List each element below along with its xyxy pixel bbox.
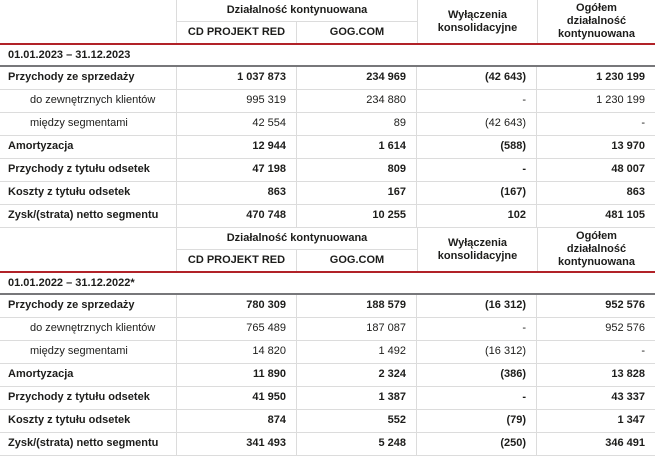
cell-cdprojektred: 780 309 [177,295,297,317]
table-row [0,182,655,205]
cell-gogcom: 89 [297,113,417,135]
table-row [0,318,655,341]
cell-total: 13 828 [611,368,645,380]
cell-total: 863 [626,186,645,198]
row-label: Przychody ze sprzedaży [0,67,177,89]
cell-eliminations: (167) [417,182,537,204]
header-group-continuing-operations: Działalność kontynuowana [177,228,417,250]
header-empty-cell [0,0,177,43]
cell-total: 1 230 199 [596,94,645,106]
row-label: Przychody ze sprzedaży [0,295,177,317]
cell-gogcom: 5 248 [297,433,417,455]
cell-gogcom: 2 324 [297,364,417,386]
cell-cdprojektred: 341 493 [177,433,297,455]
header-segment-cdprojektred: CD PROJEKT RED [177,22,297,43]
cell-eliminations: (250) [417,433,537,455]
row-label: Przychody z tytułu odsetek [0,159,177,181]
cell-total: 43 337 [611,391,645,403]
row-label: do zewnętrznych klientów [0,318,177,340]
table-row [0,341,655,364]
table-row [0,67,655,90]
cell-cdprojektred: 874 [177,410,297,432]
period-header-2022: 01.01.2022 – 31.12.2022* [0,273,655,295]
table-row [0,364,655,387]
cell-gogcom: 187 087 [297,318,417,340]
cell-gogcom: 188 579 [297,295,417,317]
cell-gogcom: 1 614 [297,136,417,158]
row-label: Amortyzacja [0,136,177,158]
cell-gogcom: 552 [297,410,417,432]
cell-gogcom: 167 [297,182,417,204]
cell-total: 481 105 [605,209,645,221]
cell-cdprojektred: 11 890 [177,364,297,386]
cell-eliminations: (42 643) [417,67,537,89]
table-row [0,136,655,159]
cell-eliminations: (42 643) [417,113,537,135]
cell-eliminations: 102 [417,205,537,227]
row-label: Amortyzacja [0,364,177,386]
table-row [0,113,655,136]
cell-gogcom: 809 [297,159,417,181]
cell-cdprojektred: 1 037 873 [177,67,297,89]
table-row [0,90,655,113]
cell-eliminations: (16 312) [417,295,537,317]
header-segment-gogcom: GOG.COM [329,254,385,266]
header-consolidation-eliminations: Wyłączenia konsolidacyjne [417,0,537,43]
cell-total: 48 007 [611,163,645,175]
cell-cdprojektred: 863 [177,182,297,204]
row-label: Zysk/(strata) netto segmentu [0,205,177,227]
cell-eliminations: - [417,159,537,181]
cell-eliminations: - [417,387,537,409]
header-total-continuing-operations: Ogółem działalność kontynuowana [537,228,655,271]
cell-eliminations: (588) [417,136,537,158]
segment-table-section-2022 [0,228,655,456]
cell-eliminations: - [417,90,537,112]
header-consolidation-eliminations: Wyłączenia konsolidacyjne [417,228,537,271]
column-header-block [0,0,655,43]
cell-gogcom: 1 492 [297,341,417,363]
table-row [0,205,655,228]
cell-cdprojektred: 765 489 [177,318,297,340]
header-total-continuing-operations: Ogółem działalność kontynuowana [537,0,655,43]
cell-total: 346 491 [605,437,645,449]
cell-cdprojektred: 41 950 [177,387,297,409]
cell-total: 952 576 [605,299,645,311]
cell-total: - [641,117,645,129]
header-empty-cell [0,228,177,271]
cell-eliminations: - [417,318,537,340]
column-header-block [0,228,655,271]
cell-total: 1 230 199 [596,71,645,83]
header-segment-gogcom: GOG.COM [329,26,385,38]
row-label: Przychody z tytułu odsetek [0,387,177,409]
header-segment-cdprojektred: CD PROJEKT RED [177,250,297,271]
table-row [0,410,655,433]
cell-total: 13 970 [611,140,645,152]
row-label: Koszty z tytułu odsetek [0,410,177,432]
cell-eliminations: (79) [417,410,537,432]
cell-gogcom: 1 387 [297,387,417,409]
row-label: do zewnętrznych klientów [0,90,177,112]
cell-gogcom: 234 880 [297,90,417,112]
row-label: Koszty z tytułu odsetek [0,182,177,204]
period-header-2023: 01.01.2023 – 31.12.2023 [0,45,655,67]
cell-total: - [641,345,645,357]
table-row [0,159,655,182]
row-label: między segmentami [0,341,177,363]
cell-cdprojektred: 12 944 [177,136,297,158]
table-row [0,295,655,318]
table-row [0,433,655,456]
cell-eliminations: (386) [417,364,537,386]
header-group-continuing-operations: Działalność kontynuowana [177,0,417,22]
cell-total: 1 347 [617,414,645,426]
cell-cdprojektred: 14 820 [177,341,297,363]
cell-cdprojektred: 47 198 [177,159,297,181]
row-label: między segmentami [0,113,177,135]
cell-cdprojektred: 470 748 [177,205,297,227]
table-row [0,387,655,410]
cell-cdprojektred: 42 554 [177,113,297,135]
cell-gogcom: 234 969 [297,67,417,89]
row-label: Zysk/(strata) netto segmentu [0,433,177,455]
cell-gogcom: 10 255 [297,205,417,227]
cell-total: 952 576 [605,322,645,334]
cell-eliminations: (16 312) [417,341,537,363]
cell-cdprojektred: 995 319 [177,90,297,112]
